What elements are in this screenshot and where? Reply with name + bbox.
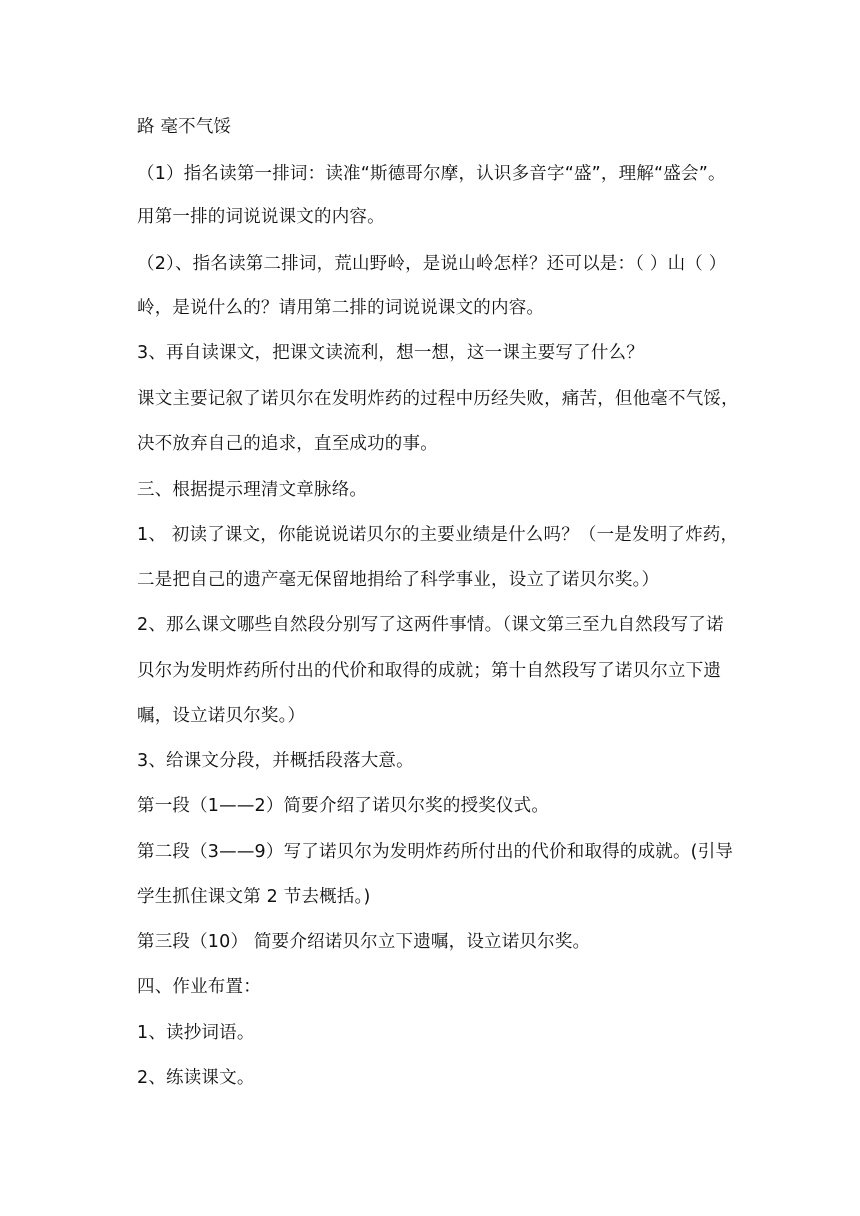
text-line: 路 毫不气馁 xyxy=(137,117,232,137)
section-heading: 三、根据提示理清文章脉络。 xyxy=(137,480,368,500)
text-line: 决不放弃自己的追求，直至成功的事。 xyxy=(137,434,438,454)
text-line: 二是把自己的遗产毫无保留地捐给了科学事业，设立了诺贝尔奖。） xyxy=(137,570,660,590)
section-heading: 四、作业布置： xyxy=(137,977,261,997)
text-line: 贝尔为发明炸药所付出的代价和取得的成就；第十自然段写了诺贝尔立下遗 xyxy=(137,661,722,681)
text-line: 3、再自读课文，把课文读流利，想一想，这一课主要写了什么？ xyxy=(137,343,644,363)
text-line: 3、给课文分段，并概括段落大意。 xyxy=(137,751,414,771)
text-line: 1、 初读了课文，你能说说诺贝尔的主要业绩是什么吗？（一是发明了炸药， xyxy=(137,525,739,545)
text-line: 1、读抄词语。 xyxy=(137,1023,255,1043)
text-line: 嘱，设立诺贝尔奖。） xyxy=(137,706,306,726)
text-line: 岭，是说什么的？请用第二排的词说说课文的内容。 xyxy=(137,298,545,318)
text-line: 用第一排的词说说课文的内容。 xyxy=(137,207,385,227)
text-line: 第三段（10） 简要介绍诺贝尔立下遗嘱，设立诺贝尔奖。 xyxy=(137,932,591,952)
text-line: （1）指名读第一排词：读准“斯德哥尔摩，认识多音字“盛”，理解“盛会”。 xyxy=(137,164,726,184)
text-line: 2、那么课文哪些自然段分别写了这两件事情。（课文第三至九自然段写了诺 xyxy=(137,615,724,635)
text-line: 第二段（3——9）写了诺贝尔为发明炸药所付出的代价和取得的成就。(引导 xyxy=(137,842,734,862)
text-line: 2、练读课文。 xyxy=(137,1068,255,1088)
text-line: 学生抓住课文第 2 节去概括。) xyxy=(137,887,371,907)
text-line: 课文主要记叙了诺贝尔在发明炸药的过程中历经失败，痛苦，但他毫不气馁， xyxy=(137,389,739,409)
text-line: 第一段（1——2）简要介绍了诺贝尔奖的授奖仪式。 xyxy=(137,796,550,816)
text-line: （2）、指名读第二排词，荒山野岭，是说山岭怎样？还可以是：（ ）山（ ） xyxy=(137,254,727,274)
